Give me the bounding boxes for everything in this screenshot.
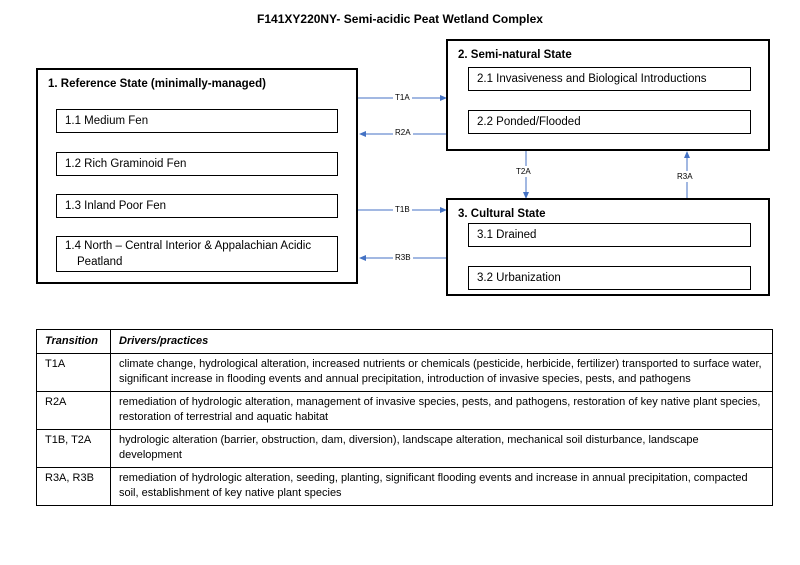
- drivers-cell: hydrologic alteration (barrier, obstruction, dam, diversion), landscape alteration, mechanical soil disturbance, landscape development: [111, 430, 773, 468]
- drivers-table: [36, 329, 773, 506]
- phase-1-3: 1.3 Inland Poor Fen: [56, 194, 338, 218]
- transition-cell: T1A: [37, 354, 111, 392]
- table-row: [37, 468, 773, 506]
- label-t1a: T1A: [395, 93, 410, 102]
- state-3-title: 3. Cultural State: [458, 208, 546, 220]
- phase-1-2: 1.2 Rich Graminoid Fen: [56, 152, 338, 176]
- phase-3-1: 3.1 Drained: [468, 223, 751, 247]
- transition-cell: T1B, T2A: [37, 430, 111, 468]
- transition-cell: R3A, R3B: [37, 468, 111, 506]
- drivers-cell: climate change, hydrological alteration, increased nutrients or chemicals (pesticide, herbicide, fertilizer) transported to surface water, significant increase in flooding events and annual precipitation, introduction of invasive species, pests, and pathogens: [111, 354, 773, 392]
- phase-2-2: 2.2 Ponded/Flooded: [468, 110, 751, 134]
- header-transition: Transition: [37, 330, 111, 354]
- label-r3b: R3B: [395, 253, 411, 262]
- diagram-title: F141XY220NY- Semi-acidic Peat Wetland Complex: [257, 12, 543, 26]
- state-3-cultural: [446, 198, 770, 296]
- table-row: [37, 392, 773, 430]
- phase-1-1: 1.1 Medium Fen: [56, 109, 338, 133]
- drivers-cell: remediation of hydrologic alteration, management of invasive species, pests, and pathogens, restoration of key native plant species, restoration of terrestrial and aquatic habitat: [111, 392, 773, 430]
- label-r3a: R3A: [677, 172, 693, 181]
- drivers-cell: remediation of hydrologic alteration, seeding, planting, significant flooding events and increase in annual precipitation, compacted soil, establishment of key native plant species: [111, 468, 773, 506]
- header-drivers: Drivers/practices: [111, 330, 773, 354]
- table-header-row: [37, 330, 773, 354]
- table-row: [37, 354, 773, 392]
- label-t2a: T2A: [516, 167, 531, 176]
- phase-2-1: 2.1 Invasiveness and Biological Introductions: [468, 67, 751, 91]
- phase-3-2: 3.2 Urbanization: [468, 266, 751, 290]
- state-2-title: 2. Semi-natural State: [458, 49, 572, 61]
- table-row: [37, 430, 773, 468]
- phase-1-4: 1.4 North – Central Interior & Appalachian Acidic Peatland: [56, 236, 338, 272]
- label-t1b: T1B: [395, 205, 410, 214]
- state-1-reference: [36, 68, 358, 284]
- label-r2a: R2A: [395, 128, 411, 137]
- state-2-semi-natural: [446, 39, 770, 151]
- transition-cell: R2A: [37, 392, 111, 430]
- state-1-title: 1. Reference State (minimally-managed): [48, 78, 266, 90]
